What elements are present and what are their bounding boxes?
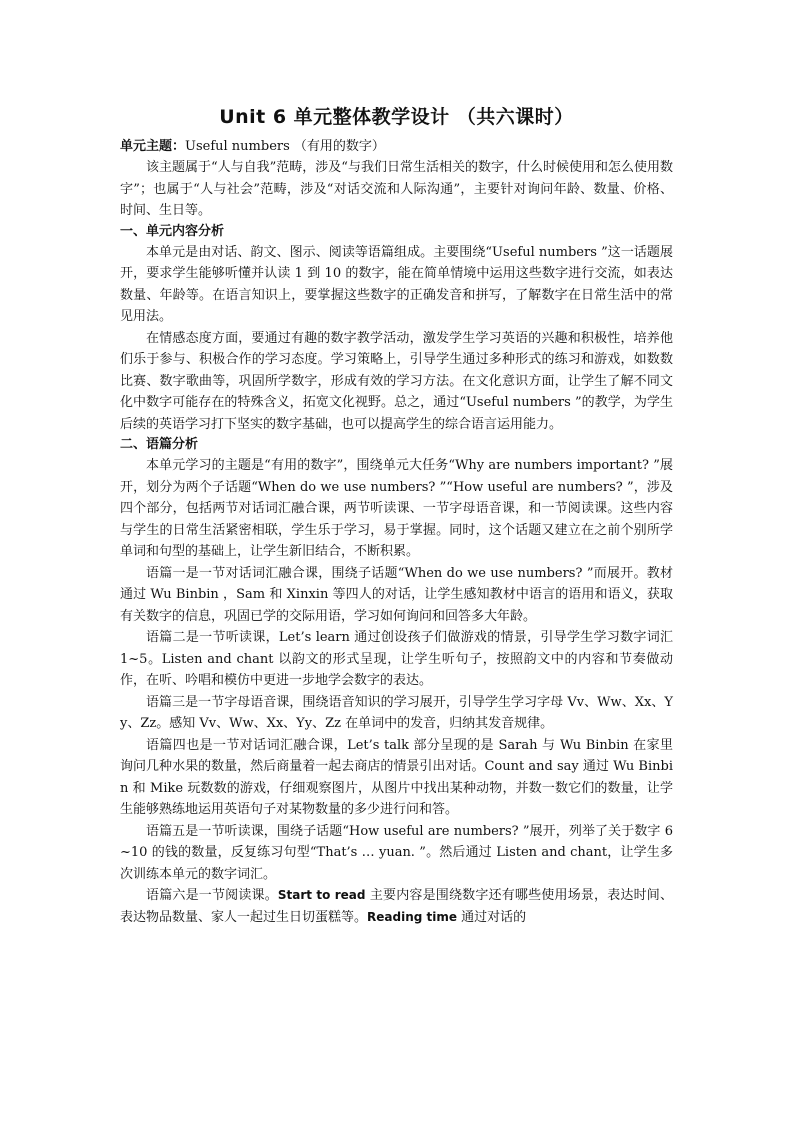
section-1-paragraph-1: 本单元是由对话、韵文、图示、阅读等语篇组成。主要围绕“Useful numbers ”这一话题展开，要求学生能够听懂并认读 1 到 10 的数字，能在简单情境中运用这些数字进行交流，如表达数量、年龄等。在语言知识上，要掌握这些数字的正确发音和拼写，了解数字在日常生活中的常见用法。 [120, 244, 673, 324]
intro-paragraph: 该主题属于“人与自我”范畴，涉及“与我们日常生活相关的数字，什么时候使用和怎么使用数字”；也属于“人与社会”范畴，涉及“对话交流和人际沟通”，主要针对询问年龄、数量、价格、时间、生日等。 [120, 160, 673, 218]
paragraph-7-intro: 语篇六是一节阅读课。 [146, 888, 278, 903]
document-page [120, 104, 673, 928]
section-1-paragraph-2: 在情感态度方面，要通过有趣的数字教学活动，激发学生学习英语的兴趣和积极性，培养他们乐于参与、积极合作的学习态度。学习策略上，引导学生通过多种形式的练习和游戏，如数数比赛、数字歌曲等，巩固所学数字，形成有效的学习方法。在文化意识方面，让学生了解不同文化中数字可能存在的特殊含义，拓宽文化视野。总之，通过“Useful numbers ”的教学，为学生后续的英语学习打下坚实的数字基础，也可以提高学生的综合语言运用能力。 [120, 330, 673, 432]
section-2-paragraph-6: 语篇五是一节听读课，围绕子话题“How useful are numbers? ”展开，列举了关于数字 6~10 的钱的数量，反复练习句型“That’s … yuan. ”。然后通过 Listen and chant，让学生多次训练本单元的数字词汇。 [120, 823, 673, 882]
section-2-paragraph-4: 语篇三是一节字母语音课，围绕语音知识的学习展开，引导学生学习字母 Vv、Ww、Xx、Yy、Zz。感知 Vv、Ww、Xx、Yy、Zz 在单词中的发音，归纳其发音规律。 [120, 694, 673, 731]
start-to-read-label: Start to read [277, 888, 366, 902]
section-2-paragraph-7 [120, 885, 673, 928]
paragraph-7-middle: 主要内容是围绕数字还有哪些使用场景，表达时间、表达物品数量、家人一起过生日切蛋糕等。 [120, 888, 673, 925]
section-1-heading: 一、单元内容分析 [120, 223, 225, 239]
paragraph-7-end: 通过对话的 [457, 909, 527, 925]
unit-theme-label: 单元主题： [120, 139, 186, 154]
unit-theme-value: Useful numbers （有用的数字） [185, 139, 385, 154]
unit-theme [120, 137, 673, 157]
section-2-paragraph-2: 语篇一是一节对话词汇融合课，围绕子话题“When do we use numbers? ”而展开。教材通过 Wu Binbin ，Sam 和 Xinxin 等四人的对话，让学生感知教材中语言的语用和语义，获取有关数字的信息，巩固已学的交际用语，学习如何询问和回答多大年龄。 [120, 565, 673, 624]
section-2-paragraph-1: 本单元学习的主题是“有用的数字”，围绕单元大任务“Why are numbers important? ”展开，划分为两个子话题“When do we use numbers? ”“How useful are numbers? ”，涉及四个部分，包括两节对话词汇融合课，两节听读课、一节字母语音课，和一节阅读课。这些内容与学生的日常生活紧密相联，学生乐于学习，易于掌握。同时，这个话题又建立在之前个别所学单词和句型的基础上，让学生新旧结合，不断积累。 [120, 458, 673, 559]
section-2-paragraph-3: 语篇二是一节听读课，Let’s learn 通过创设孩子们做游戏的情景，引导学生学习数字词汇 1~5。Listen and chant 以韵文的形式呈现，让学生听句子，按照韵文中的内容和节奏做动作，在听、吟唱和模仿中更进一步地学会数字的表达。 [120, 630, 673, 688]
reading-time-label: Reading time [367, 909, 457, 924]
document-title: Unit 6 单元整体教学设计 （共六课时） [219, 106, 574, 128]
section-2-heading: 二、语篇分析 [120, 437, 199, 452]
section-2-paragraph-5: 语篇四也是一节对话词汇融合课，Let’s talk 部分呈现的是 Sarah 与 Wu Binbin 在家里询问几种水果的数量，然后商量着一起去商店的情景引出对话。Count and say 通过 Wu Binbin 和 Mike 玩数数的游戏，仔细观察图片，从图片中找出某种动物，并数一数它们的数量，让学生能够熟练地运用英语句子对某物数量的多少进行问和答。 [120, 737, 673, 817]
